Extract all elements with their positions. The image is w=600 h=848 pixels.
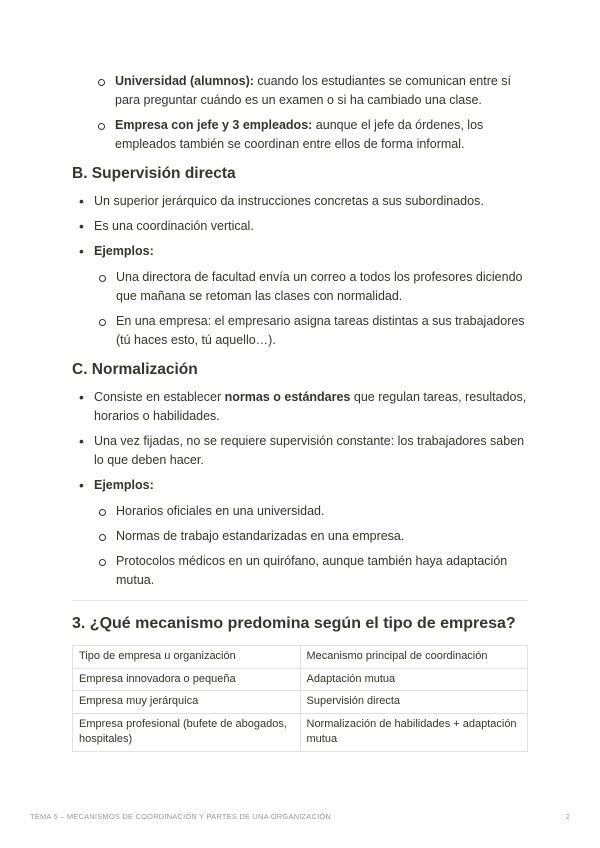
list-item: Empresa con jefe y 3 empleados: aunque el jefe da órdenes, los empleados también se coordinan entre ellos de forma informal. [93, 116, 528, 154]
section-3-heading: 3. ¿Qué mecanismo predomina según el tipo de empresa? [72, 615, 516, 632]
list-item: Protocolos médicos en un quirófano, aunque también haya adaptación mutua. [94, 552, 528, 590]
top-sub-list [93, 72, 528, 154]
examples-label: Ejemplos: [94, 244, 154, 258]
list-item: • Es una coordinación vertical. [72, 217, 528, 236]
list-item [72, 476, 528, 590]
examples-label: Ejemplos: [94, 478, 154, 492]
list-item: Normas de trabajo estandarizadas en una empresa. [94, 527, 528, 546]
list-item [72, 242, 528, 350]
table-cell: Tipo de empresa u organización [73, 646, 301, 669]
footer-title: TEMA 5 – MECANISMOS DE COORDINACIÓN Y PARTES DE UNA ORGANIZACIÓN [30, 812, 332, 821]
table-row [73, 713, 528, 751]
page-footer [30, 812, 570, 821]
page-content [72, 62, 528, 752]
mechanism-table [72, 645, 528, 752]
table-cell: Empresa innovadora o pequeña [73, 668, 301, 691]
list-item: • Una vez fijadas, no se requiere supervisión constante: los trabajadores saben lo que deben hacer. [72, 432, 528, 470]
list-item: Horarios oficiales en una universidad. [94, 502, 528, 521]
examples-list [94, 268, 528, 350]
list-item: En una empresa: el empresario asigna tareas distintas a sus trabajadores (tú haces esto, tú aquello…). [94, 312, 528, 350]
examples-list [94, 502, 528, 590]
divider [72, 600, 528, 601]
section-c-list [72, 388, 528, 590]
list-item: Universidad (alumnos): cuando los estudiantes se comunican entre sí para preguntar cuándo es un examen o si ha cambiado una clase. [93, 72, 528, 110]
section-b-list [72, 192, 528, 350]
table-row [73, 691, 528, 714]
list-item: • Consiste en establecer normas o estándares que regulan tareas, resultados, horarios o habilidades. [72, 388, 528, 426]
table-row [73, 668, 528, 691]
table-cell: Empresa profesional (bufete de abogados, hospitales) [73, 713, 301, 751]
table-cell: Adaptación mutua [300, 668, 528, 691]
table-cell: Normalización de habilidades + adaptación mutua [300, 713, 528, 751]
table-cell: Supervisión directa [300, 691, 528, 714]
list-item: • Un superior jerárquico da instrucciones concretas a sus subordinados. [72, 192, 528, 211]
page-number: 2 [565, 812, 570, 821]
table-row [73, 646, 528, 669]
section-b-heading: B. Supervisión directa [72, 165, 236, 182]
table-cell: Empresa muy jerárquica [73, 691, 301, 714]
table-cell: Mecanismo principal de coordinación [300, 646, 528, 669]
list-item: Una directora de facultad envía un correo a todos los profesores diciendo que mañana se retoman las clases con normalidad. [94, 268, 528, 306]
section-c-heading: C. Normalización [72, 361, 198, 378]
